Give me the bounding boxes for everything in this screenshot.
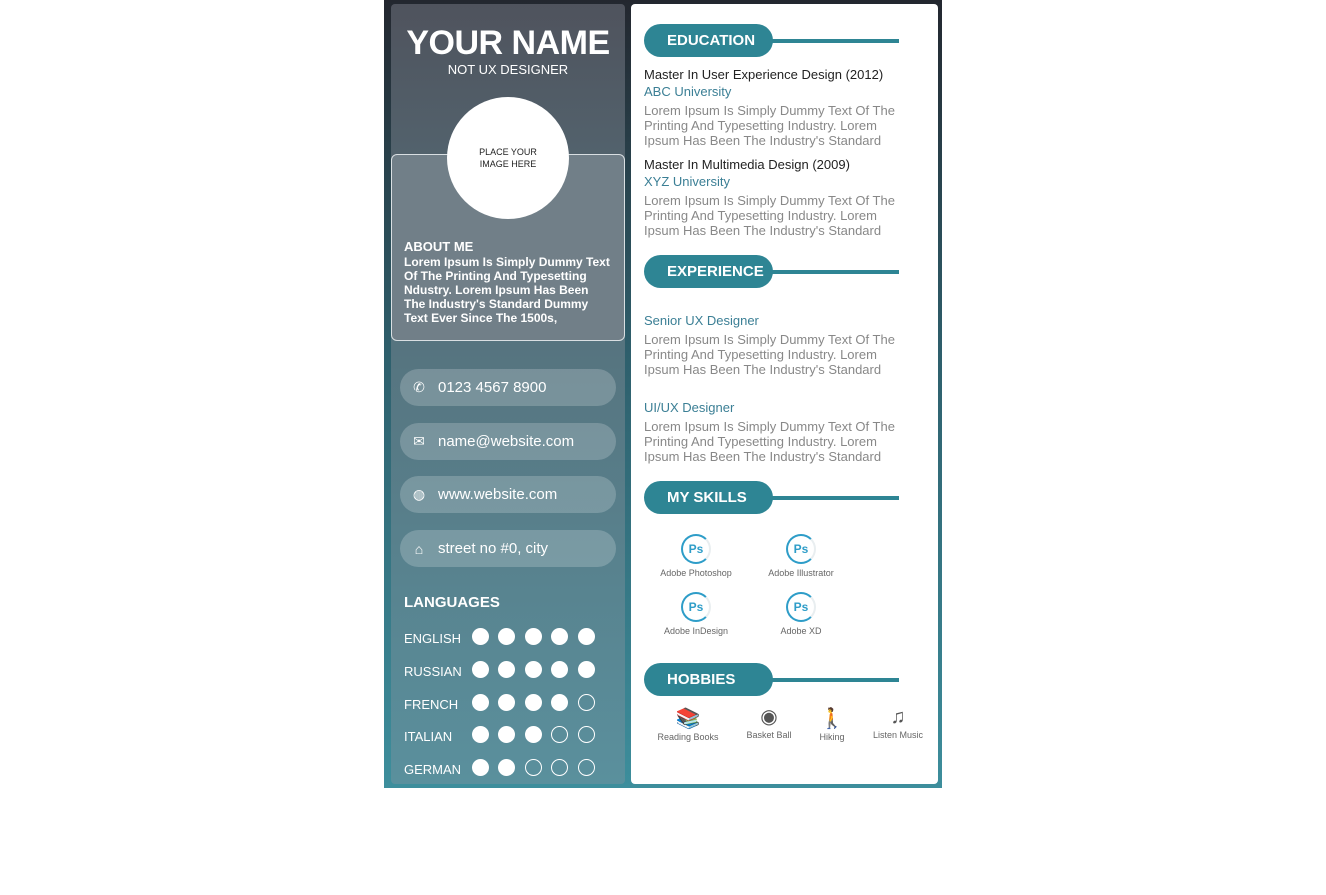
hobby-label: Reading Books xyxy=(657,732,719,742)
right-panel xyxy=(631,4,938,784)
about-text: Lorem Ipsum Is Simply Dummy Text Of The Printing And Typesetting Ndustry. Lorem Ipsum Has Been The Industry's Standard Dummy Text Ever Since The 1500s, xyxy=(404,255,610,325)
experience-text: Lorem Ipsum Is Simply Dummy Text Of The Printing And Typesetting Industry. Lorem Ipsum Has Been The Industry's Standard xyxy=(644,419,895,464)
contact-address[interactable] xyxy=(400,530,616,567)
level-dot-filled xyxy=(472,694,489,711)
experience-text: Lorem Ipsum Is Simply Dummy Text Of The Printing And Typesetting Industry. Lorem Ipsum Has Been The Industry's Standard xyxy=(644,332,895,377)
level-dot-filled xyxy=(498,628,515,645)
level-dot-filled xyxy=(498,694,515,711)
education-degree: Master In Multimedia Design (2009) xyxy=(644,157,850,172)
contact-email-value: name@website.com xyxy=(438,433,575,450)
level-dot-filled xyxy=(551,628,568,645)
photo-placeholder-label: PLACE YOUR IMAGE HERE xyxy=(479,147,537,169)
hiking-icon: 🚶 xyxy=(819,708,845,730)
level-dot-empty xyxy=(578,759,595,776)
level-dot-empty xyxy=(551,759,568,776)
contact-website-value: www.website.com xyxy=(438,486,558,503)
language-name: RUSSIAN xyxy=(404,664,462,679)
level-dot-filled xyxy=(498,726,515,743)
experience-job: Senior UX Designer xyxy=(644,313,759,328)
level-dot-filled xyxy=(578,661,595,678)
skill-item xyxy=(756,534,846,578)
globe-icon: ◍ xyxy=(412,486,426,502)
resume-page xyxy=(384,0,942,788)
education-degree: Master In User Experience Design (2012) xyxy=(644,67,884,82)
languages-title: LANGUAGES xyxy=(404,594,500,611)
illustrator-icon: Ps xyxy=(786,534,816,564)
level-dot-filled xyxy=(525,661,542,678)
contact-phone[interactable] xyxy=(400,369,616,406)
level-dot-filled xyxy=(472,759,489,776)
contact-phone-value: 0123 4567 8900 xyxy=(438,379,547,396)
skill-label: Adobe Illustrator xyxy=(768,568,834,578)
left-panel xyxy=(391,4,625,784)
resume-name: YOUR NAME xyxy=(406,24,610,62)
level-dot-filled xyxy=(472,628,489,645)
hobby-item xyxy=(648,706,728,742)
about-title: ABOUT ME xyxy=(404,239,474,254)
music-icon: ♫ xyxy=(890,706,906,728)
hobby-label: Listen Music xyxy=(872,730,924,740)
hobby-label: Basket Ball xyxy=(746,730,792,740)
language-name: ENGLISH xyxy=(404,631,462,646)
indesign-icon: Ps xyxy=(681,592,711,622)
contact-address-value: street no #0, city xyxy=(438,540,549,557)
level-dot-filled xyxy=(498,661,515,678)
skills-heading: MY SKILLS xyxy=(644,481,773,514)
experience-heading: EXPERIENCE xyxy=(644,255,773,288)
level-dot-filled xyxy=(525,726,542,743)
level-dot-filled xyxy=(472,661,489,678)
level-dot-empty xyxy=(578,694,595,711)
language-row xyxy=(404,726,614,746)
xd-icon: Ps xyxy=(786,592,816,622)
phone-icon: ✆ xyxy=(413,379,425,395)
hobby-item xyxy=(858,704,938,740)
contact-website[interactable] xyxy=(400,476,616,513)
education-school: XYZ University xyxy=(644,174,730,189)
skill-label: Adobe XD xyxy=(780,626,822,636)
level-dot-filled xyxy=(578,628,595,645)
level-dot-filled xyxy=(525,694,542,711)
education-text: Lorem Ipsum Is Simply Dummy Text Of The Printing And Typesetting Industry. Lorem Ipsum Has Been The Industry's Standard xyxy=(644,193,895,238)
language-name: GERMAN xyxy=(404,762,462,777)
level-dot-empty xyxy=(525,759,542,776)
level-dot-empty xyxy=(578,726,595,743)
language-row xyxy=(404,694,614,714)
hobbies-heading: HOBBIES xyxy=(644,663,773,696)
education-heading: EDUCATION xyxy=(644,24,773,57)
language-name: FRENCH xyxy=(404,697,459,712)
skill-item xyxy=(651,534,741,578)
mail-icon: ✉ xyxy=(413,433,425,449)
skill-item xyxy=(756,592,846,636)
language-row xyxy=(404,661,614,681)
skill-item xyxy=(651,592,741,636)
education-text: Lorem Ipsum Is Simply Dummy Text Of The Printing And Typesetting Industry. Lorem Ipsum Has Been The Industry's Standard xyxy=(644,103,895,148)
level-dot-filled xyxy=(551,694,568,711)
language-row xyxy=(404,759,614,779)
skill-label: Adobe InDesign xyxy=(663,626,729,636)
skill-label: Adobe Photoshop xyxy=(660,568,732,578)
basketball-icon: ◉ xyxy=(760,706,778,728)
resume-role: NOT UX DESIGNER xyxy=(447,62,569,77)
hobby-label: Hiking xyxy=(819,732,845,742)
level-dot-filled xyxy=(472,726,489,743)
books-icon: 📚 xyxy=(675,708,701,730)
education-school: ABC University xyxy=(644,84,732,99)
contact-email[interactable] xyxy=(400,423,616,460)
level-dot-filled xyxy=(551,661,568,678)
level-dot-empty xyxy=(551,726,568,743)
level-dot-filled xyxy=(525,628,542,645)
level-dot-filled xyxy=(498,759,515,776)
home-icon: ⌂ xyxy=(414,540,424,557)
experience-job: UI/UX Designer xyxy=(644,400,735,415)
photo-placeholder[interactable] xyxy=(447,97,569,219)
language-row xyxy=(404,628,614,648)
language-name: ITALIAN xyxy=(404,729,453,744)
photoshop-icon: Ps xyxy=(681,534,711,564)
